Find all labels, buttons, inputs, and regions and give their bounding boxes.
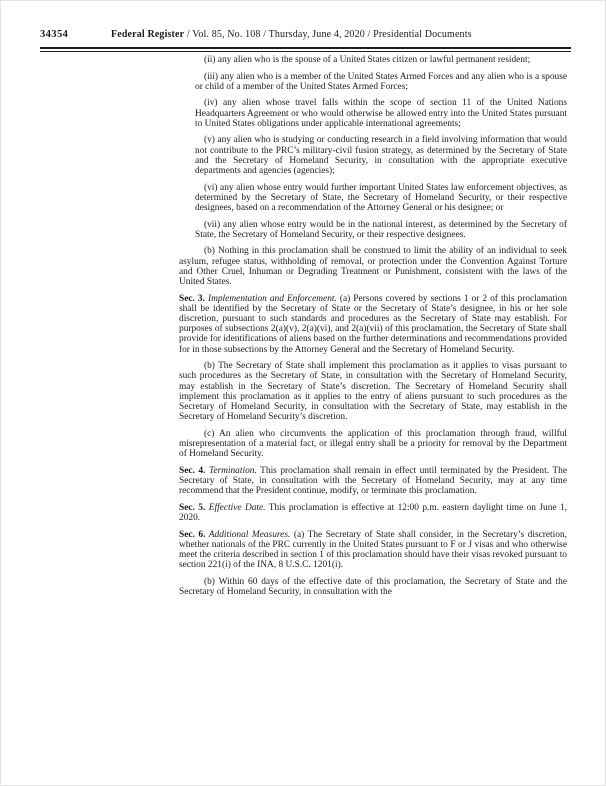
clause-vi: (vi) any alien whose entry would further important United States law enforcement objectives, as determined by the Secretary of State, the Secretary of Homeland Security, or their respective designees, based on a recommendation of the Attorney General or his designee; or	[195, 182, 567, 213]
document-body	[179, 55, 567, 597]
section-5-number: Sec. 5.	[179, 502, 206, 513]
section-6-title: Additional Measures.	[205, 529, 291, 540]
section-6-number: Sec. 6.	[179, 529, 206, 540]
section-3	[179, 294, 567, 355]
section-3-title: Implementation and Enforcement.	[204, 293, 337, 304]
section-4-title: Termination.	[205, 465, 257, 476]
paragraph-sec2-b: (b) Nothing in this proclamation shall be construed to limit the ability of an individual to seek asylum, refugee status, withholding of removal, or protection under the Convention Against Torture and Other Cruel, Inhuman or Degrading Treatment or Punishment, consistent with the laws of the United States.	[179, 246, 567, 287]
clause-iv: (iv) any alien whose travel falls within the scope of section 11 of the United Nations Headquarters Agreement or who would otherwise be allowed entry into the United States pursuant to United States obligations under applicable international agreements;	[195, 98, 567, 129]
page-number: 34354	[40, 29, 69, 40]
section-5-title: Effective Date.	[205, 502, 266, 513]
citation-detail: / Vol. 85, No. 108 / Thursday, June 4, 2020 / Presidential Documents	[184, 29, 472, 40]
section-3-text: (a) Persons covered by sections 1 or 2 of this proclamation shall be identified by the Secretary of State or the Secretary of State’s designee, in his or her sole discretion, pursuant to such standards and procedures as the Secretary of State may establish. For purposes of subsections 2(a)(v), 2(a)(vi), and 2(a)(vii) of this proclamation, the Secretary of State shall provide for identifications of aliens based on the further determinations and recommendations provided for in those subsections by the Attorney General and the Secretary of Homeland Security.	[179, 293, 567, 355]
journal-name: Federal Register	[111, 29, 185, 40]
section-4-text: This proclamation shall remain in effect until terminated by the President. The Secretary of State, in consultation with the Secretary of Homeland Security, may at any time recommend that the President continue, modify, or terminate this proclamation.	[179, 465, 567, 497]
section-3-number: Sec. 3.	[179, 293, 205, 304]
paragraph-sec6-b: (b) Within 60 days of the effective date of this proclamation, the Secretary of State and the Secretary of Homeland Security, in consultation with the	[179, 576, 567, 598]
section-6-text: (a) The Secretary of State shall consider, in the Secretary’s discretion, whether nationals of the PRC currently in the United States pursuant to F or J visas and who otherwise meet the criteria described in section 1 of this proclamation should have their visas revoked pursuant to section 221(i) of the INA, 8 U.S.C. 1201(i).	[179, 529, 567, 571]
clause-v: (v) any alien who is studying or conducting research in a field involving information that would not contribute to the PRC’s military-civil fusion strategy, as determined by the Secretary of State and the Secretary of Homeland Security, in consultation with the appropriate executive departments and agencies (agencies);	[195, 135, 567, 176]
clause-ii: (ii) any alien who is the spouse of a United States citizen or lawful permanent resident;	[204, 55, 531, 65]
section-4	[179, 466, 567, 497]
paragraph-sec3-c: (c) An alien who circumvents the application of this proclamation through fraud, willful misrepresentation of a material fact, or illegal entry shall be a priority for removal by the Department of Homeland Security.	[179, 428, 567, 460]
header-citation	[111, 29, 472, 40]
header-rule	[40, 47, 571, 52]
section-6	[179, 530, 567, 571]
section-5	[179, 503, 567, 523]
paragraph-sec3-b: (b) The Secretary of State shall implement this proclamation as it applies to visas pursuant to such procedures as the Secretary of State, in consultation with the Secretary of Homeland Security, may establish in the Secretary of State’s discretion. The Secretary of Homeland Security shall implement this proclamation as it applies to the entry of aliens pursuant to such procedures as the Secretary of Homeland Security, in consultation with the Secretary of State, may establish in the Secretary of Homeland Security’s discretion.	[179, 361, 567, 423]
section-5-text: This proclamation is effective at 12:00 p.m. eastern daylight time on June 1, 2020.	[179, 502, 567, 524]
clause-vii: (vii) any alien whose entry would be in the national interest, as determined by the Secretary of State, the Secretary of Homeland Security, or their respective designees.	[195, 219, 567, 240]
section-4-number: Sec. 4.	[179, 465, 206, 476]
clause-iii: (iii) any alien who is a member of the United States Armed Forces and any alien who is a spouse or child of a member of the United States Armed Forces;	[195, 71, 567, 92]
